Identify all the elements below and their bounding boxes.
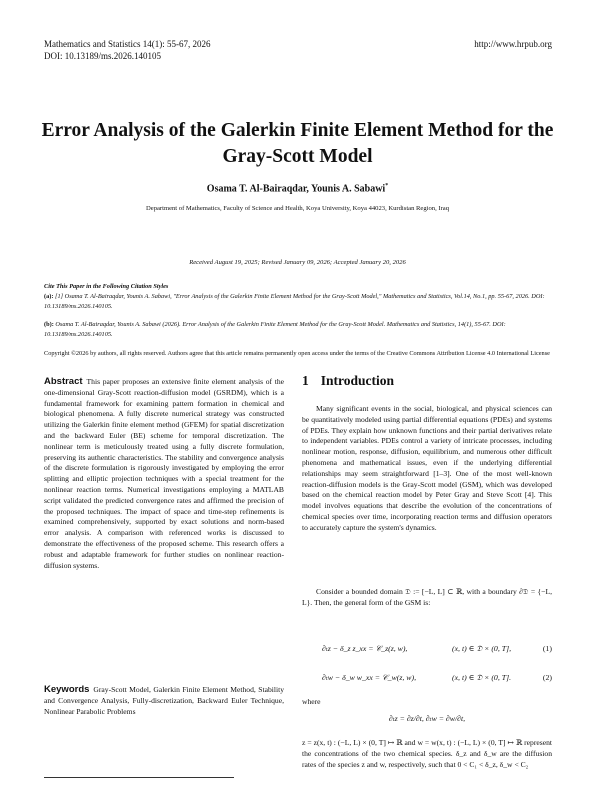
intro-paragraph-2: Consider a bounded domain 𝔇 := [−L, L] ⊂ ℝ, with a boundary ∂𝔇 = {−L, L}. Then, the general form of the GSM is: — [302, 587, 552, 607]
equation-1 — [302, 643, 552, 655]
abstract-text: This paper proposes an extensive finite element analysis of the one-dimensional Gray-Scott reaction-diffusion model (GSRDM), which is a fundamental framework for examining pattern formation in chemical and biological phenomena. A fully discrete numerical strategy was constructed utilizing the Galerkin finite element method (GFEM) for spatial discretization and the backward Euler (BE) scheme for temporal discretization. The nonlinear term is meticulously treated using a fully discrete formulation, preserving its authentic characteristics. The stability and convergence analysis of the discrete formulation is rigorously investigated by employing the error splitting and elliptic projection techniques with a special treatment for the nonlinear reaction terms. Numerical investigations employing a MATLAB script validated the predicted convergence rates and affirmed the precision of the proposed techniques. The impact of space and time-step refinements is examined comprehensively, supported by exact solutions and norm-based error analysis. A comparison with referenced works is discussed to demonstrate the effectiveness of the proposed scheme. This research offers a robust and adaptable framework for further studies on nonlinear reaction-diffusion systems. — [44, 377, 284, 570]
equation-2-domain: (x, t) ∈ 𝔇 × (0, T]. — [452, 673, 512, 682]
intro-paragraph-3: z = z(x, t) : (−L, L) × (0, T] ↦ ℝ and w = w(x, t) : (−L, L) × (0, T] ↦ ℝ represent the concentrations of the two chemical species. δ_z and δ_w are the diffusion rates of the species z and w, respectively, such that 0 < C₁ < δ_z, δ_w < C₂ — [302, 738, 552, 769]
citation-a-text: [1] Osama T. Al-Bairaqdar, Younis A. Sabawi, "Error Analysis of the Galerkin Finite Element Method for the Gray-Scott Model," Mathematics and Statistics, Vol.14, No.1, pp. 55-67, 2026. DOI: 10.13189/ms.2026.140105. — [44, 293, 545, 310]
citation-b — [44, 320, 552, 339]
citation-b-text: Osama T. Al-Bairaqdar, Younis A. Sabawi (2026). Error Analysis of the Galerkin Finite Element Method for the Gray-Scott Model. Mathematics and Statistics, 14(1), 55-67. DOI: 10.13189/ms.2026.140105. — [44, 321, 506, 338]
section-title: Introduction — [320, 373, 395, 388]
journal-url[interactable]: http://www.hrpub.org — [474, 39, 552, 49]
author-list — [30, 183, 565, 194]
keywords — [44, 685, 284, 717]
equation-2-lhs: ∂ₜw − δ_w w_xx = 𝒞_w(z, w), — [322, 673, 417, 682]
paper-title: Error Analysis of the Galerkin Finite Element Method for the Gray-Scott Model — [41, 120, 554, 167]
footnote-rule — [44, 777, 234, 778]
equation-3: ∂ₜz = ∂z/∂t, ∂ₜw = ∂w/∂t, — [388, 714, 466, 723]
copyright-notice: Copyright ©2026 by authors, all rights reserved. Authors agree that this article remains permanently open access under the terms of the Creative Commons Attribution License 4.0 International License — [44, 350, 550, 357]
author-1: Osama T. Al-Bairaqdar — [206, 183, 307, 195]
intro-paragraph-1: Many significant events in the social, biological, and physical sciences can be quantitatively modeled using partial differential equations (PDEs) and systems of PDEs. They explain how unknown functions and their partial derivatives relate to independent variables. PDEs control a variety of intricate processes, including nonlinear motion, response, diffusion, equilibrium, and numerous other difficult phenomena and mathematical issues, even if the underlying differential relationships may seem straightforward [1–3]. One of the most well-known reaction-diffusion models is the Gray-Scott model (GSM), which was developed based on the chemical reaction model by Peter Gray and Steve Scott [4]. This model involves equations that describe the evolution of the concentrations of chemical species over time, incorporating reaction terms and diffusion operators to accurately capture the system's dynamics. — [302, 404, 552, 532]
keywords-label: Keywords — [44, 684, 90, 695]
dates-line: Received August 19, 2025; Revised January 09, 2026; Accepted January 20, 2026 — [189, 259, 406, 266]
keywords-text: Gray-Scott Model, Galerkin Finite Element Method, Stability and Convergence Analysis, Fully-discretization, Backward Euler Technique, Nonlinear Parabolic Problems — [44, 685, 284, 716]
citation-b-label: (b): — [44, 321, 54, 328]
equation-2-number: (2) — [542, 673, 552, 682]
abstract — [44, 377, 284, 571]
author-2: Younis A. Sabawi — [311, 183, 386, 195]
where-label: where — [302, 697, 321, 706]
journal-info: Mathematics and Statistics 14(1): 55-67, 2026 — [44, 39, 211, 49]
citation-a-label: (a): — [44, 293, 54, 300]
citation-heading: Cite This Paper in the Following Citation Styles — [44, 283, 169, 290]
citation-a — [44, 292, 552, 311]
affiliation: Department of Mathematics, Faculty of Science and Health, Koya University, Koya 44023, Kurdistan Region, Iraq — [146, 205, 449, 212]
equation-2 — [302, 672, 552, 684]
equation-1-number: (1) — [542, 644, 552, 653]
abstract-label: Abstract — [44, 376, 83, 387]
section-heading — [302, 373, 406, 389]
section-number: 1 — [302, 373, 309, 388]
author-separator: , — [306, 183, 311, 195]
corresponding-mark: * — [385, 183, 389, 189]
doi: DOI: 10.13189/ms.2026.140105 — [44, 51, 161, 61]
equation-1-lhs: ∂ₜz − δ_z z_xx = 𝒞_z(z, w), — [322, 644, 408, 653]
equation-1-domain: (x, t) ∈ 𝔇 × (0, T], — [452, 644, 512, 653]
